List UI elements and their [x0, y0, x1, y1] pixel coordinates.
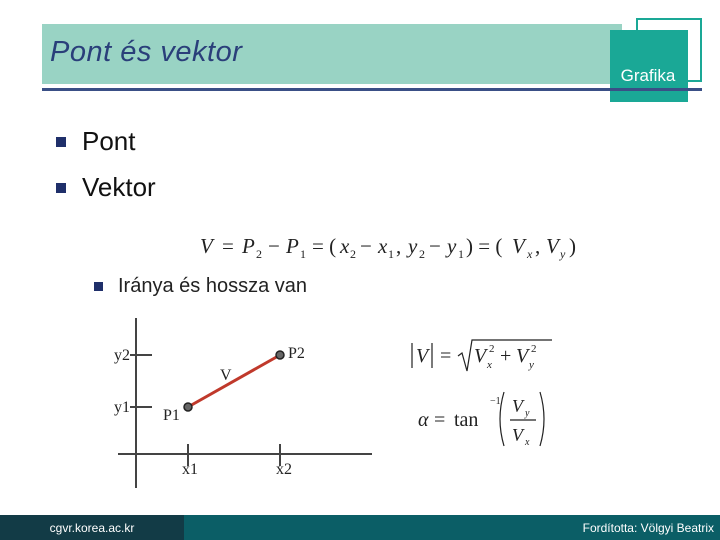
svg-text:1: 1: [300, 247, 306, 261]
svg-text:tan: tan: [454, 409, 479, 431]
vector-definition-equation: [200, 234, 576, 261]
svg-text:,: ,: [396, 234, 402, 258]
footer-url: cgvr.korea.ac.kr: [49, 521, 135, 535]
svg-text:x: x: [340, 234, 350, 258]
direction-equation: [418, 392, 544, 448]
point-p1-marker: [184, 403, 192, 411]
slide-title: Pont és vektor: [50, 36, 243, 68]
svg-text:y: y: [447, 234, 457, 258]
svg-text:y: y: [525, 408, 530, 419]
svg-text:P: P: [242, 234, 255, 258]
svg-text:V: V: [512, 396, 523, 416]
svg-text:V: V: [416, 345, 429, 367]
svg-text:−: −: [268, 234, 280, 258]
svg-text:=: =: [222, 234, 234, 258]
point-p2-marker: [276, 351, 284, 359]
svg-text:1: 1: [458, 247, 464, 261]
sub-bullet-text: Iránya és hossza van: [118, 275, 307, 297]
svg-text:V: V: [200, 234, 213, 258]
coordinate-diagram: [114, 318, 372, 488]
svg-text:) = (: ) = (: [466, 234, 503, 258]
svg-text:P: P: [286, 234, 299, 258]
footer-credit: Fordította: Völgyi Beatrix: [582, 521, 714, 535]
svg-text:−1: −1: [490, 396, 501, 407]
svg-text:=: =: [440, 345, 452, 367]
svg-text:y: y: [529, 359, 534, 371]
svg-text:2: 2: [531, 343, 537, 355]
svg-text:y: y: [560, 247, 566, 261]
bullet-pont: Pont: [82, 126, 136, 156]
x2-label: x2: [276, 461, 292, 478]
svg-text:V: V: [512, 234, 525, 258]
svg-text:−: −: [360, 234, 372, 258]
svg-text:x: x: [378, 234, 388, 258]
vector-label: V: [220, 367, 232, 384]
svg-text:,: ,: [535, 234, 541, 258]
svg-text:2: 2: [256, 247, 262, 261]
y1-label: y1: [114, 399, 130, 416]
svg-text:2: 2: [350, 247, 356, 261]
svg-text:y: y: [408, 234, 418, 258]
svg-text:V: V: [516, 345, 529, 367]
svg-text:1: 1: [388, 247, 394, 261]
svg-text:=: =: [434, 409, 446, 431]
svg-text:V: V: [512, 425, 523, 445]
y2-label: y2: [114, 347, 130, 364]
x1-label: x1: [182, 461, 198, 478]
svg-text:2: 2: [419, 247, 425, 261]
corner-label: Grafika: [620, 66, 676, 85]
svg-text:): ): [569, 234, 576, 258]
bullet-vektor: Vektor: [82, 172, 156, 202]
svg-text:= (: = (: [312, 234, 337, 258]
p1-label: P1: [163, 407, 180, 424]
svg-text:V: V: [546, 234, 559, 258]
svg-text:+: +: [500, 345, 512, 367]
svg-text:x: x: [527, 247, 533, 261]
svg-text:2: 2: [489, 343, 495, 355]
vector-line: [188, 355, 280, 407]
svg-text:x: x: [487, 359, 492, 371]
svg-text:−: −: [429, 234, 441, 258]
magnitude-equation: [412, 340, 552, 371]
p2-label: P2: [288, 345, 305, 362]
svg-text:x: x: [525, 437, 530, 448]
svg-text:V: V: [474, 345, 487, 367]
svg-text:α: α: [418, 409, 429, 431]
